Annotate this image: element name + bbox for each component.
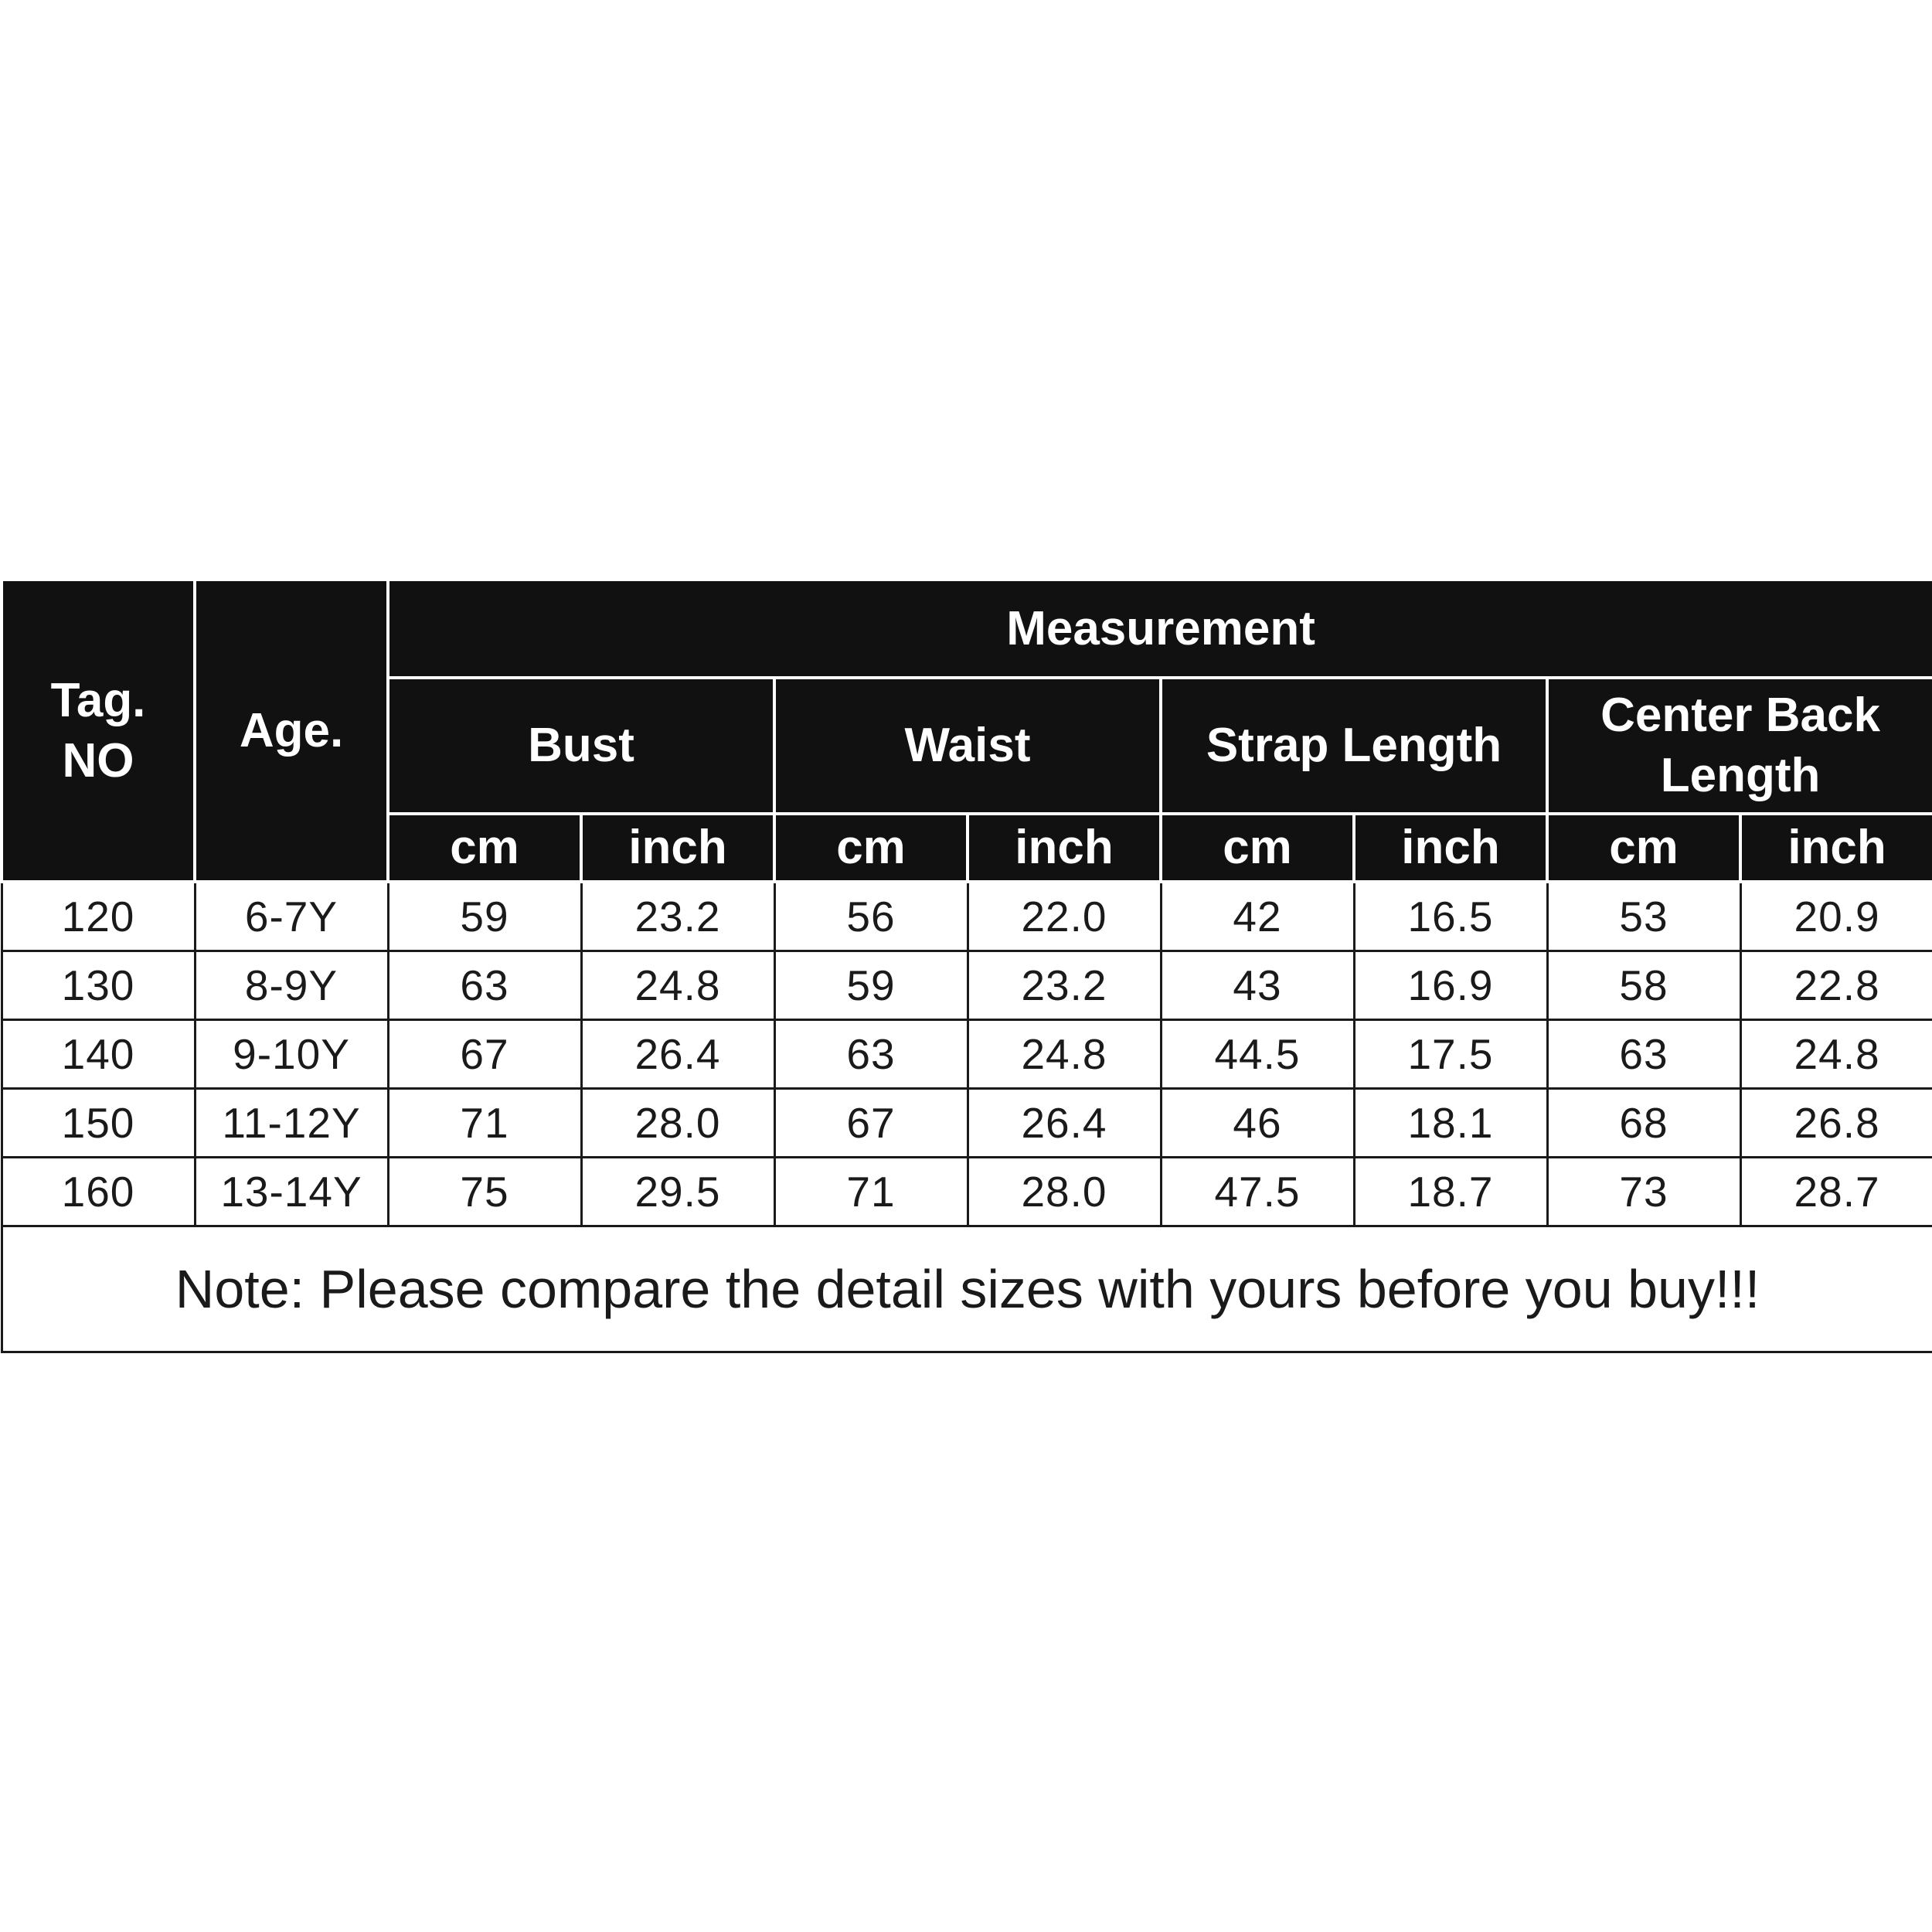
table-cell: 46 bbox=[1161, 1089, 1354, 1158]
table-cell: 20.9 bbox=[1740, 882, 1932, 951]
table-cell: 120 bbox=[2, 882, 195, 951]
measurement-header: Measurement bbox=[388, 580, 1932, 678]
unit-header: cm bbox=[1161, 814, 1354, 882]
table-cell: 44.5 bbox=[1161, 1020, 1354, 1089]
table-row bbox=[2, 1158, 1932, 1226]
table-cell: 58 bbox=[1547, 951, 1740, 1020]
table-cell: 23.2 bbox=[581, 882, 774, 951]
table-cell: 26.4 bbox=[968, 1089, 1161, 1158]
table-cell: 16.9 bbox=[1354, 951, 1547, 1020]
table-cell: 59 bbox=[388, 882, 581, 951]
table-cell: 63 bbox=[1547, 1020, 1740, 1089]
unit-header: cm bbox=[774, 814, 968, 882]
table-cell: 29.5 bbox=[581, 1158, 774, 1226]
table-cell: 75 bbox=[388, 1158, 581, 1226]
size-chart-table bbox=[0, 578, 1932, 1353]
table-cell: 28.0 bbox=[968, 1158, 1161, 1226]
table-cell: 26.8 bbox=[1740, 1089, 1932, 1158]
table-cell: 8-9Y bbox=[195, 951, 388, 1020]
table-row bbox=[2, 951, 1932, 1020]
table-cell: 63 bbox=[388, 951, 581, 1020]
center-back-length-header-line-1: Center Back bbox=[1600, 689, 1880, 742]
strap-length-header: Strap Length bbox=[1161, 678, 1547, 814]
table-cell: 23.2 bbox=[968, 951, 1161, 1020]
table-cell: 24.8 bbox=[1740, 1020, 1932, 1089]
table-cell: 160 bbox=[2, 1158, 195, 1226]
table-row bbox=[2, 1020, 1932, 1089]
header-row-1 bbox=[2, 580, 1932, 678]
table-cell: 43 bbox=[1161, 951, 1354, 1020]
table-row bbox=[2, 1089, 1932, 1158]
table-cell: 47.5 bbox=[1161, 1158, 1354, 1226]
table-cell: 28.0 bbox=[581, 1089, 774, 1158]
table-cell: 67 bbox=[388, 1020, 581, 1089]
unit-header: inch bbox=[968, 814, 1161, 882]
unit-header: inch bbox=[1354, 814, 1547, 882]
table-cell: 28.7 bbox=[1740, 1158, 1932, 1226]
table-cell: 6-7Y bbox=[195, 882, 388, 951]
tag-no-header bbox=[2, 580, 195, 882]
note-text: Note: Please compare the detail sizes with yours before you buy!!! bbox=[2, 1226, 1932, 1352]
table-cell: 140 bbox=[2, 1020, 195, 1089]
table-cell: 63 bbox=[774, 1020, 968, 1089]
table-cell: 71 bbox=[774, 1158, 968, 1226]
table-cell: 22.8 bbox=[1740, 951, 1932, 1020]
tag-no-header-line-1: Tag. bbox=[50, 673, 146, 727]
center-back-length-header-line-2: Length bbox=[1660, 749, 1821, 802]
table-cell: 9-10Y bbox=[195, 1020, 388, 1089]
table-cell: 68 bbox=[1547, 1089, 1740, 1158]
table-cell: 26.4 bbox=[581, 1020, 774, 1089]
table-cell: 22.0 bbox=[968, 882, 1161, 951]
table-cell: 73 bbox=[1547, 1158, 1740, 1226]
table-cell: 59 bbox=[774, 951, 968, 1020]
age-header: Age. bbox=[195, 580, 388, 882]
table-cell: 67 bbox=[774, 1089, 968, 1158]
table-cell: 16.5 bbox=[1354, 882, 1547, 951]
table-cell: 24.8 bbox=[968, 1020, 1161, 1089]
waist-header: Waist bbox=[774, 678, 1161, 814]
table-row bbox=[2, 882, 1932, 951]
unit-header: cm bbox=[388, 814, 581, 882]
table-cell: 130 bbox=[2, 951, 195, 1020]
tag-no-header-line-2: NO bbox=[62, 733, 134, 787]
table-cell: 150 bbox=[2, 1089, 195, 1158]
table-cell: 56 bbox=[774, 882, 968, 951]
unit-header: inch bbox=[1740, 814, 1932, 882]
note-row bbox=[2, 1226, 1932, 1352]
bust-header: Bust bbox=[388, 678, 774, 814]
table-cell: 18.1 bbox=[1354, 1089, 1547, 1158]
unit-header: cm bbox=[1547, 814, 1740, 882]
table-cell: 53 bbox=[1547, 882, 1740, 951]
table-cell: 24.8 bbox=[581, 951, 774, 1020]
table-cell: 71 bbox=[388, 1089, 581, 1158]
table-cell: 17.5 bbox=[1354, 1020, 1547, 1089]
table-cell: 11-12Y bbox=[195, 1089, 388, 1158]
table-cell: 42 bbox=[1161, 882, 1354, 951]
table-cell: 13-14Y bbox=[195, 1158, 388, 1226]
center-back-length-header bbox=[1547, 678, 1932, 814]
table-cell: 18.7 bbox=[1354, 1158, 1547, 1226]
unit-header: inch bbox=[581, 814, 774, 882]
